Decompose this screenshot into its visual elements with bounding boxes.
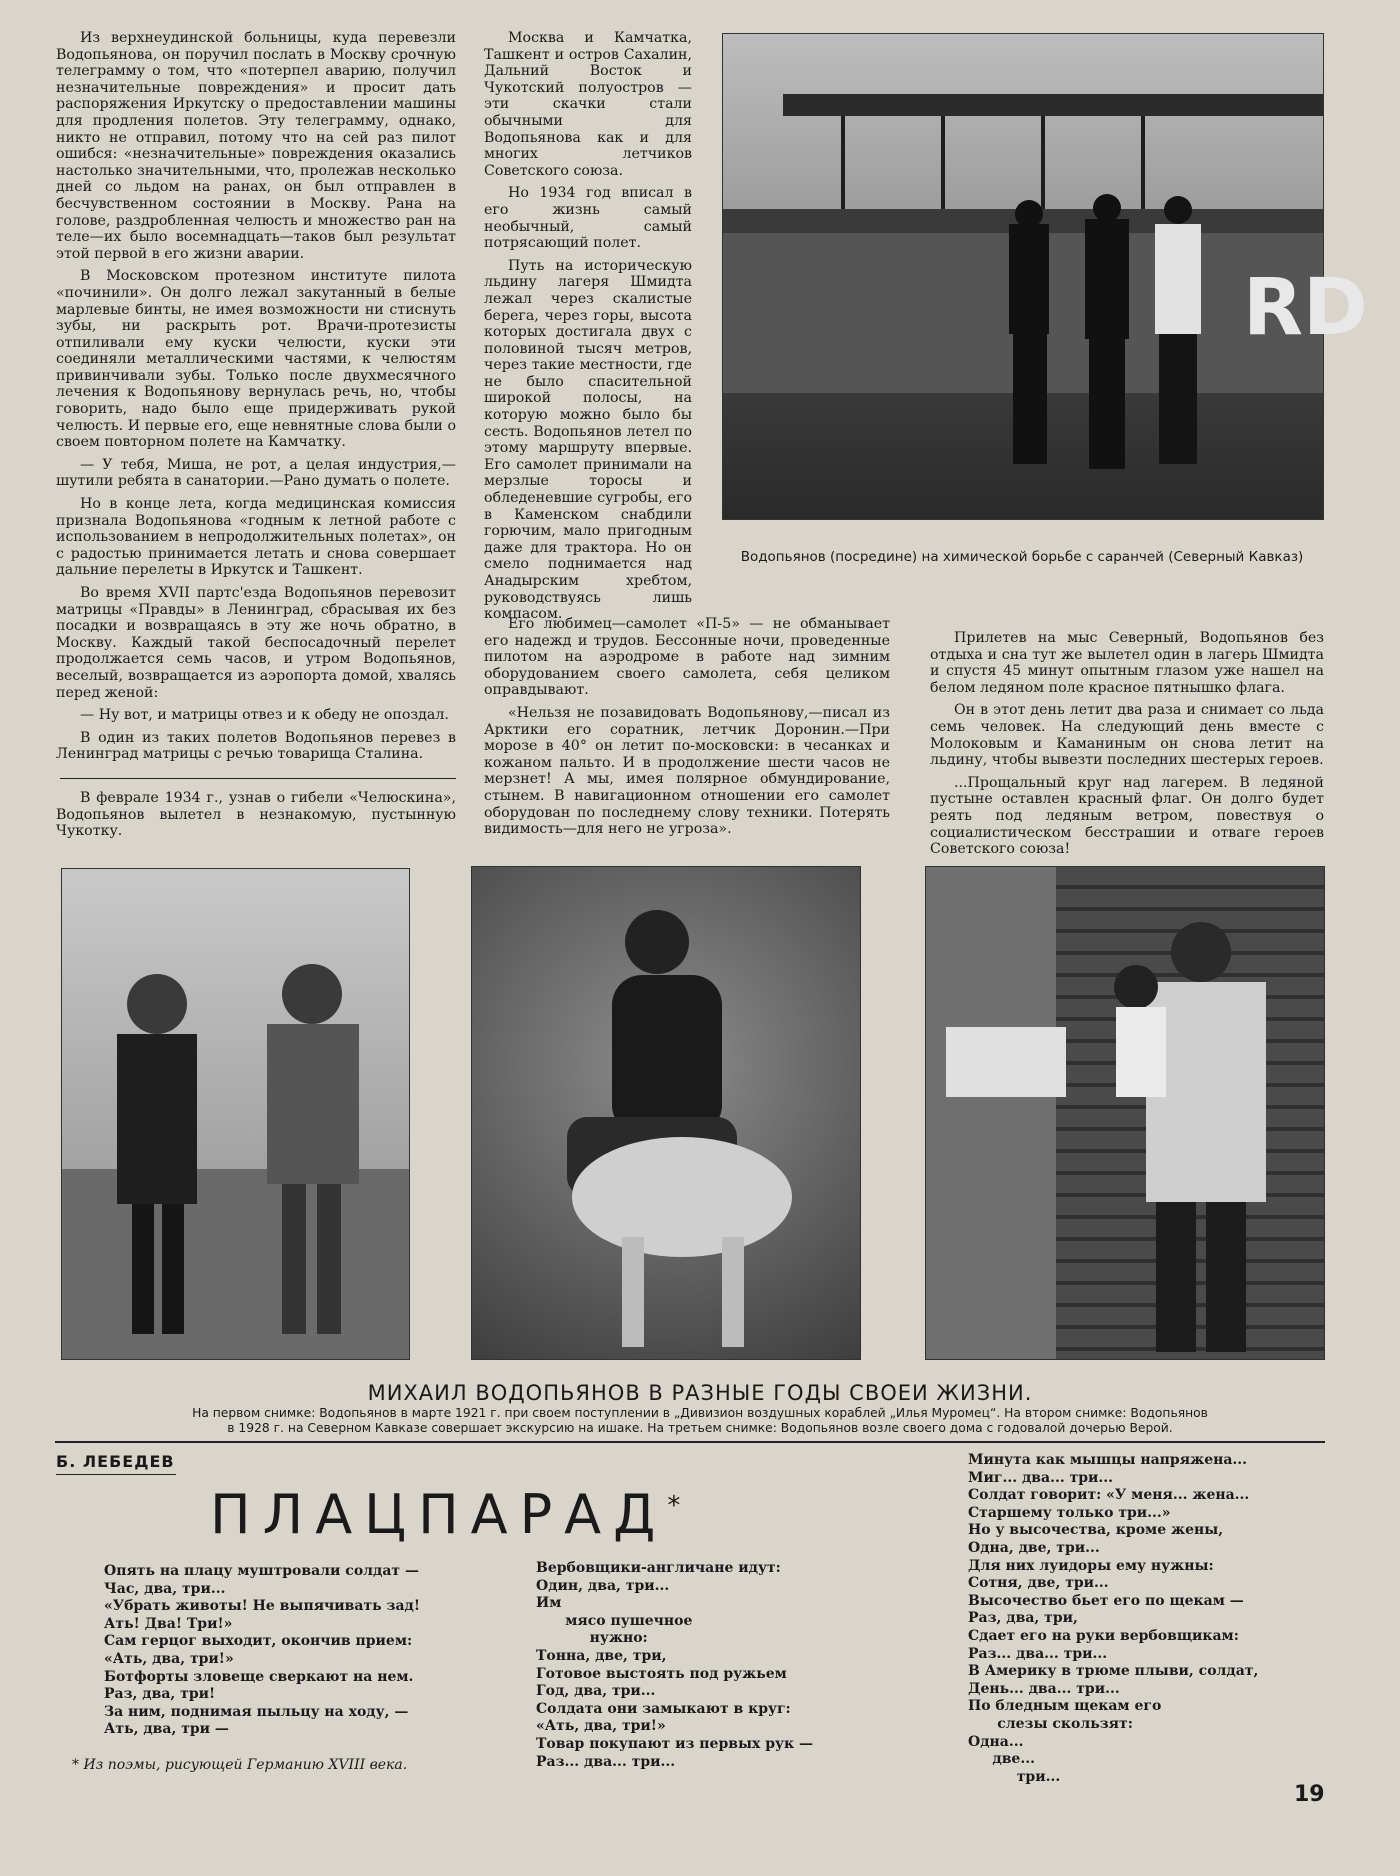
poem-line: В Америку в трюме плыви, солдат, xyxy=(968,1663,1259,1680)
poem-line: Раз, два, три! xyxy=(104,1686,216,1703)
poem-line: По бледным щекам его xyxy=(968,1698,1162,1715)
article-column-2 xyxy=(484,30,692,629)
poem-line: Для них луидоры ему нужны: xyxy=(968,1557,1214,1574)
poem-line: три... xyxy=(968,1768,1061,1785)
article-column-3 xyxy=(930,630,1324,864)
page-number: 19 xyxy=(1294,1782,1325,1807)
poem-line: Миг... два... три... xyxy=(968,1469,1114,1486)
article-column-1-end xyxy=(56,790,456,846)
poem-line: Старшему только три...» xyxy=(968,1504,1171,1521)
author-underline xyxy=(56,1474,176,1475)
poem-line: Высочество бьет его по щекам — xyxy=(968,1592,1244,1609)
poem-line: слезы скользят: xyxy=(968,1715,1133,1732)
poem-line: Одна... xyxy=(968,1733,1024,1750)
poem-line: Ботфорты зловеще сверкают на нем. xyxy=(104,1668,414,1685)
gallery-title: МИХАИЛ ВОДОПЬЯНОВ В РАЗНЫЕ ГОДЫ СВОЕИ ЖИЗНИ. xyxy=(367,1381,1033,1405)
poem-line: нужно: xyxy=(536,1630,648,1647)
gallery-caption-line-1: На первом снимке: Водопьянов в марте 1921 г. при своем поступлении в „Дивизион воздушных кораблей „Илья Муромец“. На втором снимке: Водопьянов xyxy=(192,1406,1208,1420)
article-paragraph: Путь на историческую льдину лагеря Шмидта лежал через скалистые берега, через горы, высота которых достигала двух с половиной тысяч метров, через такие местности, где не было спасительной широкой полосы, на которую можно было бы сесть. Водопьянов летел по этому маршруту впервые. Его самолет принимали на мерзлые торосы и обледеневшие сугробы, его в Каменском снабдили горючим, мало пригодным даже для трактора. Но он смело поднимается над Анадырским хребтом, руководствуясь лишь компасом. xyxy=(484,257,692,623)
poem-line: Год, два, три... xyxy=(536,1683,656,1700)
gallery-caption-line-2: в 1928 г. на Северном Кавказе совершает экскурсию на ишаке. На третьем снимке: Водопьянов возле своего дома с годовалой дочерью Верой. xyxy=(227,1421,1173,1435)
article-paragraph: — Ну вот, и матрицы отвез и к обеду не опоздал. xyxy=(80,707,449,724)
poem-line: Сотня, две, три... xyxy=(968,1575,1109,1592)
poem-title-text: ПЛАЦПАРАД xyxy=(210,1483,668,1546)
photo-donkey-1928 xyxy=(471,866,861,1360)
poem-column-2 xyxy=(536,1560,813,1771)
article-paragraph: Из верхнеудинской больницы, куда перевезли Водопьянова, он поручил послать в Москву срочную телеграмму о том, что «потерпел аварию, получил незначительные повреждения» и просит дать распоряжения Иркутску о предоставлении машины для продления полетов. Эту телеграмму, однако, никто не отправил, потому что на сей раз пилот ошибся: «незначительные» повреждения оказались настолько значительными, что, пролежав несколько дней со льдом на ранах, он был отправлен в бесчувственном состоянии в Москву. Рана на голове, раздробленная челюсть и множество ран на теле—их было восемнадцать—таков был результат этой первой в его жизни аварии. xyxy=(56,30,456,262)
poem-line: За ним, поднимая пыльцу на ходу, — xyxy=(104,1703,409,1720)
article-column-1 xyxy=(56,30,456,769)
poem-footnote: * Из поэмы, рисующей Германию XVIII века. xyxy=(72,1757,408,1773)
poem-line: Им xyxy=(536,1595,562,1612)
poem-column-1 xyxy=(104,1563,420,1739)
poem-line: Сам герцог выходит, окончив прием: xyxy=(104,1633,413,1650)
poem-column-3 xyxy=(968,1452,1258,1786)
photo-home-with-daughter xyxy=(925,866,1325,1360)
poem-line: «Ать, два, три!» xyxy=(536,1718,666,1735)
poem-line: Вербовщики-англичане идут: xyxy=(536,1560,781,1576)
poem-line: Час, два, три... xyxy=(104,1580,226,1597)
poem-line: Сдает его на руки вербовщикам: xyxy=(968,1627,1239,1644)
column-divider xyxy=(60,778,456,779)
poem-line: Товар покупают из первых рук — xyxy=(536,1735,813,1752)
article-column-2-wide xyxy=(484,616,890,844)
article-paragraph: Прилетев на мыс Северный, Водопьянов без отдыха и сна тут же вылетел один в лагерь Шмидта и спустя 45 минут опытным глазом уже нашел на белом ледяном поле красное пятнышко флага. xyxy=(930,630,1324,696)
biplane-illustration xyxy=(723,34,1368,519)
section-divider xyxy=(55,1441,1325,1443)
poem-line: Ать, два, три — xyxy=(104,1721,229,1738)
photo-aviators-biplane xyxy=(722,33,1368,520)
poem-line: Раз... два... три... xyxy=(536,1753,676,1770)
poem-line: «Убрать животы! Не выпячивать зад! xyxy=(104,1598,420,1615)
footnote-mark: * xyxy=(667,1491,681,1521)
article-paragraph: — У тебя, Миша, не рот, а целая индустрия,— шутили ребята в санатории.—Рано думать о полете. xyxy=(56,456,456,490)
poem-line: Солдата они замыкают в круг: xyxy=(536,1700,791,1717)
article-paragraph: Москва и Камчатка, Ташкент и остров Сахалин, Дальний Восток и Чукотский полуостров — эти скачки стали обычными для Водопьянова как и для многих летчиков Советского союза. xyxy=(484,30,692,179)
poem-title xyxy=(210,1476,680,1545)
poem-line: Тонна, две, три, xyxy=(536,1647,667,1664)
poem-author: Б. ЛЕБЕДЕВ xyxy=(56,1452,175,1471)
poem-line: Но у высочества, кроме жены, xyxy=(968,1522,1224,1539)
article-paragraph: «Нельзя не позавидовать Водопьянову,—писал из Арктики его соратник, летчик Доронин.—При морозе в 40° он летит по-московски: в чесанках и кожаном пальто. И в продолжение шести часов не мерзнет! А мы, имея полярное обмундирование, стынем. В навигационном отношении его самолет оборудован по последнему слову техники. Потерять видимость—для него не угроза». xyxy=(484,704,890,838)
poem-line: «Ать, два, три!» xyxy=(104,1650,234,1667)
article-paragraph: Он в этот день летит два раза и снимает со льда семь человек. На следующий день вместе с Молоковым и Каманиным он снова летит на льдину, чтобы вывезти последних шестерых героев. xyxy=(930,702,1324,769)
article-paragraph: Во время XVII партс'езда Водопьянов перевозит матрицы «Правды» в Ленинград, сбрасывая их без посадки и возвращаясь в эту же ночь обратно, в Москву. Каждый такой беспосадочный перелет продолжается семь часов, и утром Водопьянов, веселый, возвращается из аэропорта домой, хвалясь перед женой: xyxy=(56,585,456,701)
article-paragraph: Но в конце лета, когда медицинская комиссия признала Водопьянова «годным к летной работе с использованием в непродолжительных полетах», он с радостью принимается летать и снова совершает дальние перелеты в Иркутск и Ташкент. xyxy=(56,496,456,579)
article-paragraph: Но 1934 год вписал в его жизнь самый необычный, самый потрясающий полет. xyxy=(484,185,692,252)
article-paragraph: Его любимец—самолет «П-5» — не обманывает его надежд и трудов. Бессонные ночи, проведенные пилотом на аэродроме в работе над зимним оборудованием своего самолета, себя целиком оправдывают. xyxy=(484,616,890,699)
poem-line: Солдат говорит: «У меня... жена... xyxy=(968,1487,1250,1504)
portrait-illustration xyxy=(62,869,409,1359)
photo-portrait-1921 xyxy=(61,868,410,1360)
poem-line: Раз... два... три... xyxy=(968,1645,1108,1662)
poem-line: Готовое выстоять под ружьем xyxy=(536,1665,787,1682)
home-illustration xyxy=(926,867,1324,1359)
poem-line: Одна, две, три... xyxy=(968,1539,1100,1556)
poem-line: Раз, два, три, xyxy=(968,1610,1078,1627)
poem-line: мясо пушечное xyxy=(536,1612,693,1629)
poem-line: Ать! Два! Три!» xyxy=(104,1615,233,1632)
article-paragraph: В Московском протезном институте пилота «починили». Он долго лежал закутанный в белые марлевые бинты, не имея возможности ни стиснуть зубы, ни раскрыть рот. Врачи-протезисты отпиливали ему куски челюсти, куски эти соединяли металлическими частями, к челюстям привинчивали зубы. Только после двухмесячного лечения к Водопьянову вернулась речь, но, чтобы говорить, надо было еще придерживать рукой челюсть. И первые его, еще невнятные слова были о своем повторном полете на Камчатку. xyxy=(56,268,456,451)
poem-line: две... xyxy=(968,1751,1035,1768)
poem-line: Минута как мышцы напряжена... xyxy=(968,1452,1248,1468)
svg-text:RD: RD xyxy=(1243,263,1368,353)
donkey-illustration xyxy=(472,867,860,1359)
poem-line: Опять на плацу муштровали солдат — xyxy=(104,1563,419,1579)
article-paragraph: В феврале 1934 г., узнав о гибели «Челюскина», Водопьянов вылетел в незнакомую, пустынную Чукотку. xyxy=(56,790,456,840)
photo-caption-top: Водопьянов (посредине) на химической борьбе с саранчей (Северный Кавказ) xyxy=(740,549,1304,565)
poem-line: Один, два, три... xyxy=(536,1577,670,1594)
article-paragraph: ...Прощальный круг над лагерем. В ледяной пустыне оставлен красный флаг. Он долго будет реять под ледяным ветром, повествуя о социалистическом бесстрашии и отваге героев Советского союза! xyxy=(930,774,1324,858)
article-paragraph: В один из таких полетов Водопьянов перевез в Ленинград матрицы с речью товарища Сталина. xyxy=(56,729,456,763)
poem-line: День... два... три... xyxy=(968,1680,1120,1697)
